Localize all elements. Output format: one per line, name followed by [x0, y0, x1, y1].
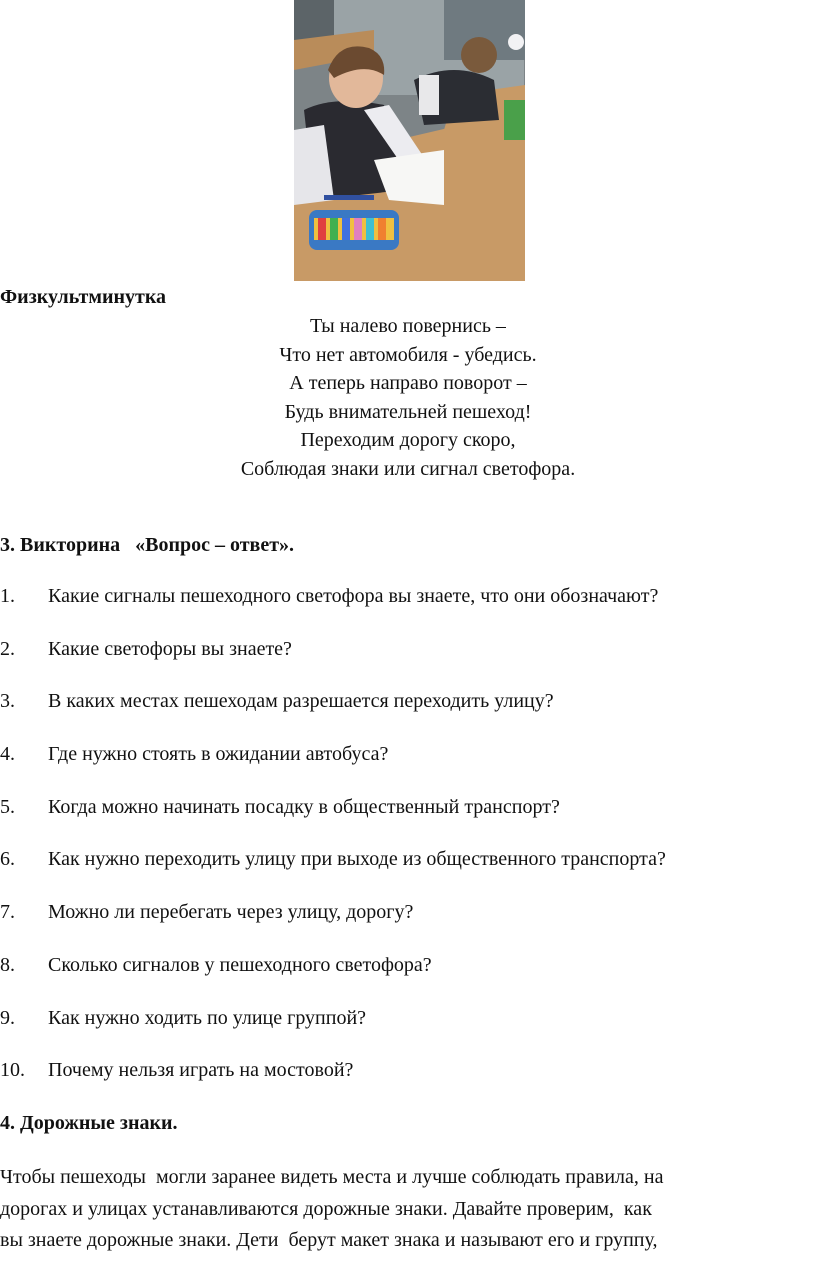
question-text: Где нужно стоять в ожидании автобуса? [48, 743, 389, 766]
list-item [0, 1006, 816, 1059]
poem-line: Ты налево повернись – [310, 315, 506, 337]
poem [0, 312, 816, 484]
paragraph-line: Чтобы пешеходы могли заранее видеть места и лучше соблюдать правила, на [0, 1166, 664, 1188]
question-text: Сколько сигналов у пешеходного светофора? [48, 953, 432, 976]
question-text: Почему нельзя играть на мостовой? [48, 1059, 354, 1082]
poem-line: А теперь направо поворот – [289, 372, 527, 395]
paragraph-line: вы знаете дорожные знаки. Дети берут макет знака и называют его и группу, [0, 1229, 658, 1251]
classroom-photo-illustration [294, 0, 525, 281]
section-title-signs: 4. Дорожные знаки. [0, 1112, 178, 1134]
section-title-quiz: 3. Викторина «Вопрос – ответ». [0, 534, 295, 556]
question-text: Можно ли перебегать через улицу, дорогу? [48, 901, 414, 924]
question-text: Какие светофоры вы знаете? [48, 637, 292, 660]
poem-line: Соблюдая знаки или сигнал светофора. [240, 457, 576, 480]
question-text: Как нужно ходить по улице группой? [48, 1006, 367, 1029]
question-number: 6. [0, 848, 15, 871]
question-number: 10. [0, 1059, 25, 1082]
list-item [0, 584, 816, 637]
list-item [0, 689, 816, 742]
list-item [0, 1058, 816, 1111]
question-number: 4. [0, 743, 15, 766]
question-number: 5. [0, 795, 15, 818]
list-item [0, 637, 816, 690]
list-item [0, 847, 816, 900]
question-number: 8. [0, 953, 15, 976]
question-number: 2. [0, 637, 15, 660]
list-item [0, 742, 816, 795]
question-text: Какие сигналы пешеходного светофора вы знаете, что они обозначают? [48, 585, 659, 607]
list-item [0, 900, 816, 953]
poem-line: Будь внимательней пешеход! [284, 400, 532, 423]
question-number: 1. [0, 585, 15, 607]
poem-line: Переходим дорогу скоро, [300, 429, 516, 452]
paragraph [0, 1162, 816, 1257]
question-number: 7. [0, 901, 15, 924]
list-item [0, 795, 816, 848]
paragraph-line: дорогах и улицах устанавливаются дорожные знаки. Давайте проверим, как [0, 1197, 652, 1220]
section-title-fizkult: Физкультминутка [0, 286, 167, 308]
question-number: 3. [0, 690, 15, 713]
list-item [0, 953, 816, 1006]
poem-line: Что нет автомобиля - убедись. [279, 343, 537, 366]
question-text: Когда можно начинать посадку в общественный транспорт? [48, 795, 560, 818]
classroom-photo [294, 0, 525, 281]
question-list [0, 584, 816, 1111]
question-text: Как нужно переходить улицу при выходе из общественного транспорта? [48, 848, 666, 871]
question-number: 9. [0, 1006, 15, 1029]
question-text: В каких местах пешеходам разрешается переходить улицу? [48, 690, 554, 713]
